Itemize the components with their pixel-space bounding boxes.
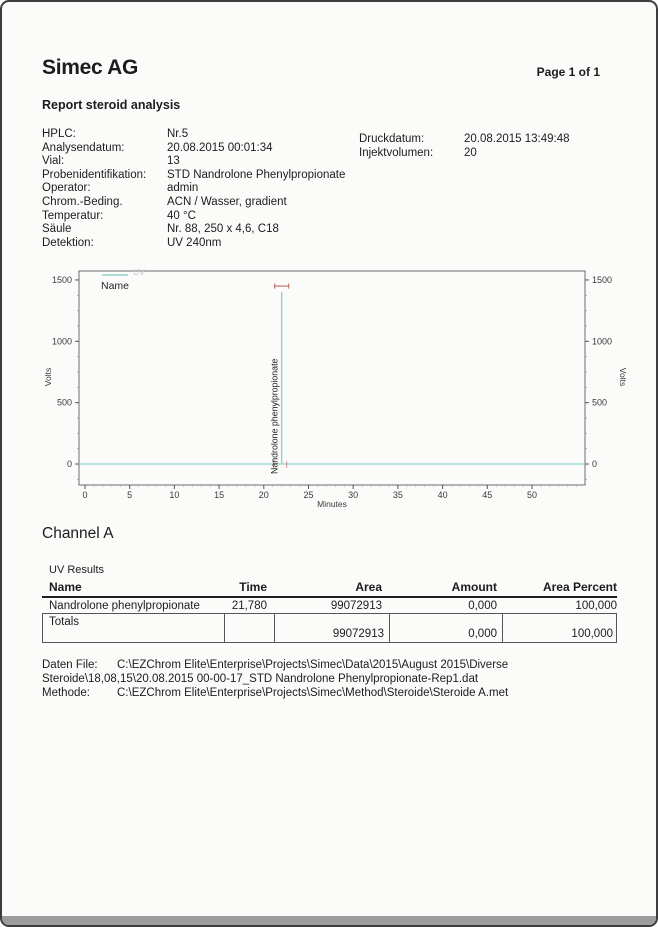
report-title: Report steroid analysis	[42, 98, 181, 112]
uv-results-table	[42, 578, 617, 613]
channel-heading: Channel A	[42, 525, 114, 542]
svg-text:30: 30	[348, 490, 359, 500]
page-number-label: Page 1 of 1	[536, 65, 600, 79]
svg-text:0: 0	[82, 490, 88, 500]
metadata-row	[42, 128, 345, 142]
results-column-header: Time	[239, 580, 267, 594]
metadata-row	[42, 196, 345, 210]
scan-bottom-strip	[2, 916, 656, 925]
metadata-row	[42, 210, 345, 224]
results-cell: 0,000	[468, 600, 497, 612]
results-table-row	[42, 598, 617, 613]
chromatogram	[2, 264, 658, 516]
totals-area: 99072913	[274, 614, 389, 642]
svg-text:500: 500	[56, 397, 72, 408]
results-cell: 99072913	[330, 600, 382, 612]
metadata-value: 20	[464, 146, 477, 159]
totals-spacer-cell	[224, 614, 274, 642]
svg-text:15: 15	[214, 490, 225, 500]
method-row	[42, 686, 624, 700]
results-cell: 100,000	[575, 600, 617, 612]
metadata-label: Operator:	[42, 182, 91, 195]
svg-text:Nandrolone phenylpropionate: Nandrolone phenylpropionate	[269, 358, 280, 475]
metadata-label: Temperatur:	[42, 209, 104, 222]
metadata-label: Injektvolumen:	[359, 146, 434, 159]
file-info	[42, 658, 624, 700]
data-file-row-continued	[42, 672, 624, 686]
svg-text:1500: 1500	[51, 274, 72, 285]
metadata-label: Chrom.-Beding.	[42, 195, 123, 208]
svg-text:1000: 1000	[51, 336, 72, 347]
metadata-value: UV 240nm	[167, 236, 222, 249]
svg-text:1500: 1500	[592, 274, 613, 285]
totals-area-percent: 100,000	[502, 614, 618, 642]
data-file-path-line2: Steroide\18,08,15\20.08.2015 00-00-17_STD Nandrolone Phenylpropionate-Rep1.dat	[42, 673, 479, 685]
data-file-label: Daten File:	[42, 659, 98, 671]
svg-text:25: 25	[303, 490, 314, 500]
metadata-label: Säule	[42, 223, 72, 236]
metadata-value: admin	[167, 182, 199, 195]
y-axis-label-right: Volts	[618, 367, 628, 387]
uv-results-label: UV Results	[49, 564, 105, 576]
method-label: Methode:	[42, 687, 90, 699]
method-path: C:\EZChrom Elite\Enterprise\Projects\Simec\Method\Steroide\Steroide A.met	[117, 687, 509, 699]
metadata-label: HPLC:	[42, 128, 76, 140]
results-table-body	[42, 598, 617, 613]
metadata-value: 13	[167, 155, 180, 168]
svg-text:50: 50	[526, 490, 537, 500]
results-column-header: Area	[355, 580, 382, 594]
metadata-label: Druckdatum:	[359, 133, 425, 145]
svg-text:0: 0	[66, 459, 72, 470]
x-axis-label: Minutes	[317, 499, 347, 509]
metadata-row	[42, 182, 345, 196]
results-cell: Nandrolone phenylpropionate	[49, 600, 200, 612]
metadata-value: 20.08.2015 00:01:34	[167, 141, 273, 154]
svg-text:40: 40	[437, 490, 448, 500]
svg-text:0: 0	[592, 459, 598, 470]
totals-row	[42, 613, 617, 643]
results-column-header: Amount	[451, 580, 497, 594]
company-name: Simec AG	[42, 56, 139, 79]
data-file-path-line1: C:\EZChrom Elite\Enterprise\Projects\Simec\Data\2015\August 2015\Diverse	[117, 659, 509, 671]
metadata-value: 40 °C	[167, 209, 196, 222]
svg-text:500: 500	[592, 397, 608, 408]
metadata-label: Vial:	[42, 155, 65, 168]
metadata-row	[359, 133, 570, 147]
results-table-header	[42, 578, 617, 598]
svg-text:1000: 1000	[592, 336, 613, 347]
metadata-value: ACN / Wasser, gradient	[167, 195, 287, 208]
data-file-row	[42, 658, 624, 672]
svg-text:35: 35	[392, 490, 403, 500]
metadata-left-block	[42, 128, 345, 250]
legend-series-line	[102, 274, 128, 276]
metadata-row	[42, 237, 345, 251]
metadata-row	[359, 147, 570, 161]
legend-series-label: UV	[133, 267, 145, 277]
metadata-row	[42, 169, 345, 183]
svg-text:10: 10	[169, 490, 180, 500]
metadata-label: Probenidentifikation:	[42, 168, 147, 181]
results-column-header: Area Percent	[542, 580, 617, 594]
svg-text:45: 45	[482, 490, 493, 500]
metadata-label: Detektion:	[42, 236, 94, 249]
metadata-row	[42, 142, 345, 156]
results-column-header: Name	[49, 580, 82, 594]
metadata-row	[42, 155, 345, 169]
metadata-right-block	[359, 133, 570, 161]
metadata-value: Nr. 88, 250 x 4,6, C18	[167, 223, 279, 236]
metadata-value: 20.08.2015 13:49:48	[464, 133, 570, 145]
metadata-value: STD Nandrolone Phenylpropionate	[167, 168, 346, 181]
metadata-value: Nr.5	[167, 128, 189, 140]
totals-amount: 0,000	[389, 614, 502, 642]
chromatogram-svg	[2, 264, 658, 516]
totals-label: Totals	[49, 616, 80, 628]
svg-text:20: 20	[258, 490, 269, 500]
metadata-label: Analysendatum:	[42, 141, 125, 154]
legend-header: Name	[101, 280, 130, 292]
results-cell: 21,780	[231, 600, 267, 612]
metadata-row	[42, 223, 345, 237]
svg-text:5: 5	[127, 490, 133, 500]
y-axis-label-left: Volts	[43, 367, 53, 387]
